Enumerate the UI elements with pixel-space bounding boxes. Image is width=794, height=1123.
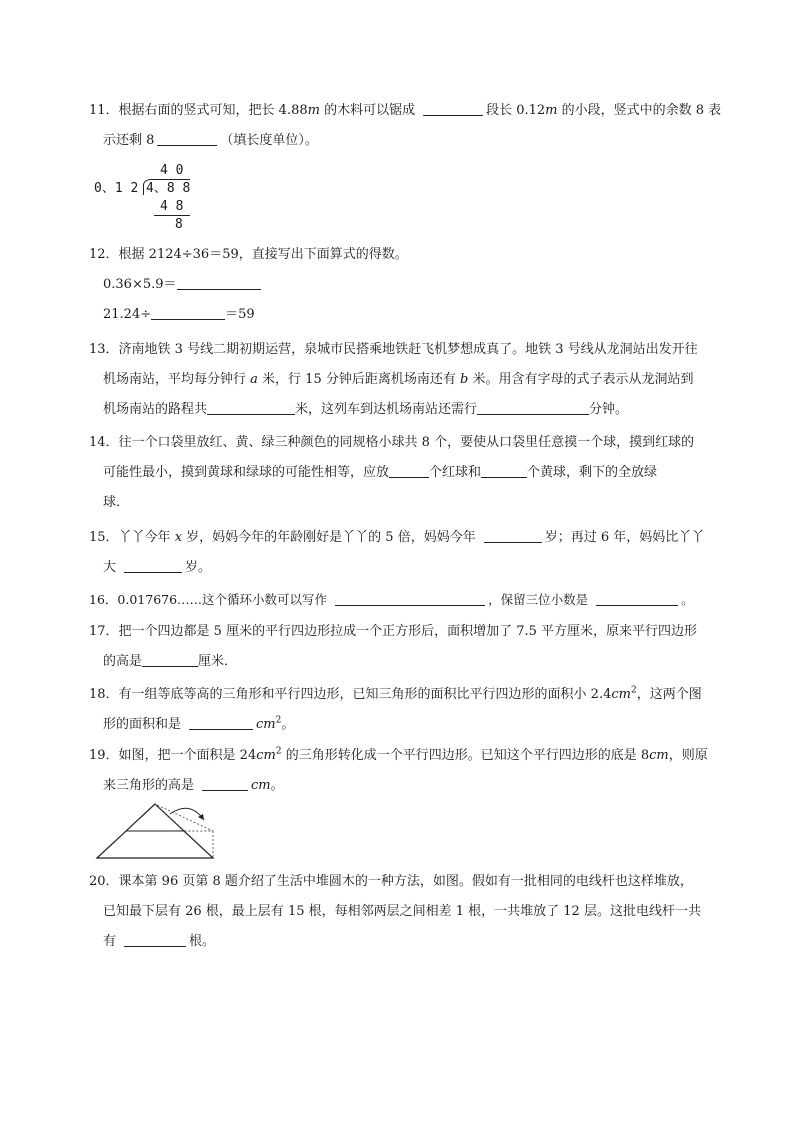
division-divisor: 0、1 2 (94, 181, 139, 196)
answer-blank[interactable] (177, 275, 261, 290)
question-16: 16．0.017676……这个循环小数可以写作 ，保留三位小数是 。 (89, 585, 729, 615)
answer-blank[interactable] (124, 558, 182, 573)
division-line (154, 215, 190, 216)
answer-blank[interactable] (477, 400, 589, 415)
answer-blank[interactable] (481, 463, 527, 478)
question-number: 20． (89, 874, 119, 889)
question-number: 14． (89, 435, 119, 450)
question-number: 13． (89, 342, 119, 357)
question-number: 17． (89, 624, 119, 639)
rotation-arrow (170, 808, 204, 820)
answer-blank[interactable] (389, 463, 429, 478)
question-14: 14．往一个口袋里放红、黄、绿三种颜色的同规格小球共 8 个，要使从口袋里任意摸一个球，摸到红球的 可能性最小，摸到黄球和绿球的可能性相等，应放 个红球和 个黄球，剩下的全放绿 球． (89, 428, 729, 518)
question-number: 19． (89, 748, 119, 763)
question-number: 11． (89, 103, 119, 118)
answer-blank[interactable] (124, 932, 186, 947)
question-13: 13．济南地铁 3 号线二期初期运营，泉城市民搭乘地铁赶飞机梦想成真了。地铁 3 号线从龙洞站出发开往 机场南站，平均每分钟行 a 米，行 15 分钟后距离机场南还有 b 米。用含有字母的式子表示从龙洞站到 机场南站的路程共 米，这列车到达机场南站还需行 分钟。 (89, 335, 729, 425)
triangle-parallelogram-figure (92, 800, 222, 862)
division-subtrahend: 4 8 (160, 199, 184, 214)
question-15: 15．丫丫今年 x 岁，妈妈今年的年龄刚好是丫丫的 5 倍，妈妈今年 岁；再过 6 年，妈妈比丫丫 大 岁。 (89, 523, 729, 583)
question-11: 11．根据右面的竖式可知，把长 4.88m 的木料可以锯成 段长 0.12m 的小段，竖式中的余数 8 表 示还剩 8 （填长度单位）。 (89, 96, 729, 156)
answer-blank[interactable] (484, 528, 542, 543)
answer-blank[interactable] (207, 400, 295, 415)
division-quotient: 4 0 (160, 163, 184, 178)
question-number: 18． (89, 687, 119, 702)
question-number: 16． (89, 592, 118, 607)
answer-blank[interactable] (151, 305, 225, 320)
question-19: 19．如图，把一个面积是 $24cm^2$ 的三角形转化成一个平行四边形。已知这个平行四边形的底是 8cm，则原 来三角形的高是 cm。 (89, 741, 729, 801)
answer-blank[interactable] (189, 715, 253, 730)
answer-blank[interactable] (423, 101, 483, 116)
arrow-head-icon (198, 814, 204, 820)
question-12: 12．根据 2124÷36＝59，直接写出下面算式的得数。 0.36×5.9＝ 21.24÷ ＝59 (89, 240, 729, 330)
question-number: 15． (89, 530, 119, 545)
answer-blank[interactable] (157, 131, 217, 146)
division-remainder: 8 (175, 217, 183, 232)
question-18: 18．有一组等底等高的三角形和平行四边形，已知三角形的面积比平行四边形的面积小 $2.4cm^2$，这两个图 形的面积和是 $cm^2$。 (89, 680, 729, 740)
answer-blank[interactable] (335, 591, 485, 606)
question-17: 17．把一个四边都是 5 厘米的平行四边形拉成一个正方形后，面积增加了 7.5 平方厘米，原来平行四边形 的高是 厘米． (89, 617, 729, 677)
division-dividend: 4、8 8 (146, 181, 191, 196)
long-division-figure (94, 163, 204, 233)
answer-blank[interactable] (142, 652, 198, 667)
answer-blank[interactable] (596, 591, 678, 606)
answer-blank[interactable] (202, 776, 248, 791)
question-20: 20．课本第 96 页第 8 题介绍了生活中堆圆木的一种方法，如图。假如有一批相同的电线杆也这样堆放， 已知最下层有 26 根，最上层有 15 根，每相邻两层之间相差 1 根，一共堆放了 12 层。这批电线杆一共 有 根。 (89, 867, 729, 957)
question-number: 12． (89, 247, 119, 262)
